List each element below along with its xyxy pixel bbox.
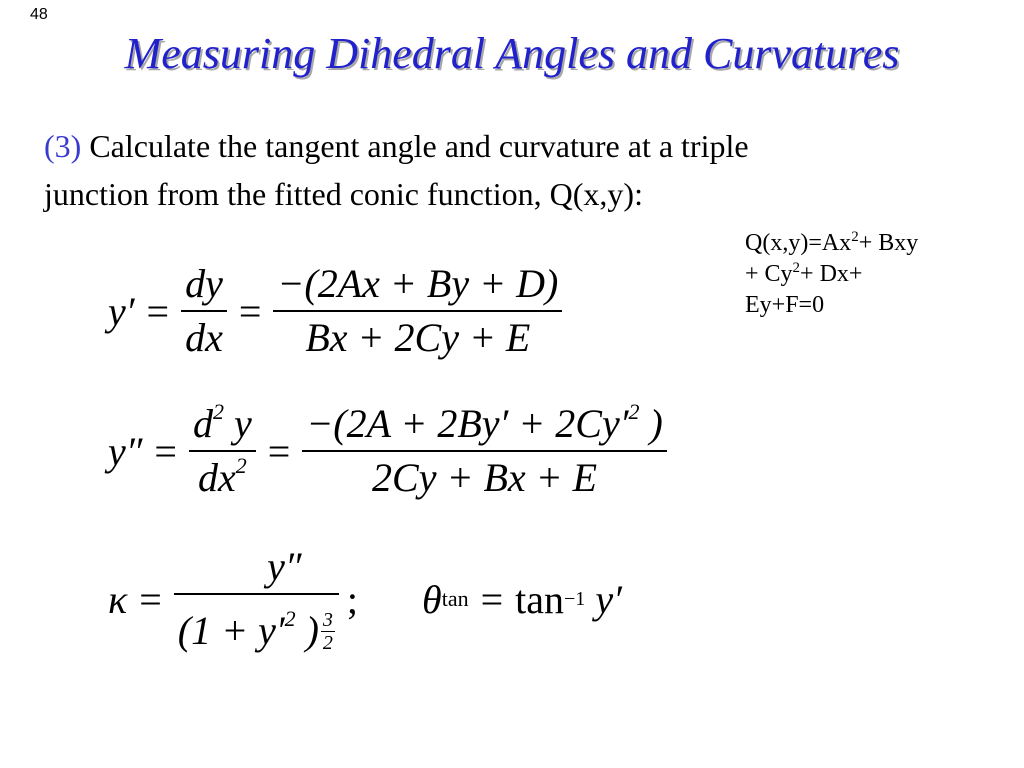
slide-number: 48 <box>30 6 48 23</box>
exponent: 2 <box>628 399 640 424</box>
exponent: 2 <box>235 453 247 478</box>
body-text <box>44 122 994 218</box>
math-text: (1 + y′ <box>177 608 285 653</box>
math-text: d <box>192 401 213 446</box>
exponent-numerator: 3 <box>322 609 333 631</box>
semicolon: ; <box>346 576 359 622</box>
math-text: −(2A + 2By′ + 2Cy′ <box>306 401 629 446</box>
exponent: 2 <box>284 606 296 631</box>
numerator: −(2Ax + By + D) <box>277 261 559 306</box>
conic-text: + Cy <box>745 261 793 287</box>
equals-sign: = <box>238 288 262 334</box>
conic-exponent: 2 <box>792 260 801 276</box>
numerator <box>189 399 256 450</box>
slide-title: Measuring Dihedral Angles and Curvatures <box>124 29 900 78</box>
math-text: dx <box>197 455 236 500</box>
equals-sign: = <box>146 288 170 334</box>
conic-equation <box>745 228 1005 321</box>
d2y-dx2-fraction <box>189 399 256 500</box>
curvature-fraction <box>174 545 339 653</box>
math-text: y <box>233 401 252 446</box>
lhs-y-prime: y′ <box>108 288 135 334</box>
theta-symbol: θ <box>422 576 442 622</box>
tan-function: tan <box>515 576 565 622</box>
numerator <box>302 399 666 450</box>
exponent-denominator: 2 <box>322 632 333 654</box>
conic-slope-fraction <box>273 262 562 360</box>
denominator: 2Cy + Bx + E <box>372 455 598 500</box>
denominator: dx <box>185 315 223 360</box>
conic-text: + Bxy <box>858 230 919 256</box>
three-halves-exponent <box>321 610 335 653</box>
exponent: 2 <box>212 399 224 424</box>
lhs-y-double-prime: y″ <box>108 428 143 474</box>
denominator: Bx + 2Cy + E <box>305 315 531 360</box>
step-label: (3) <box>44 128 82 164</box>
numerator: dy <box>185 261 223 306</box>
conic-text: + Dx+ <box>800 261 863 287</box>
math-text: ) <box>639 401 663 446</box>
second-derivative-equation <box>108 399 667 500</box>
body-line-1: Calculate the tangent angle and curvature at a triple <box>89 128 749 164</box>
conic-exponent: 2 <box>851 229 859 245</box>
math-text: ) <box>295 608 319 653</box>
equals-sign: = <box>154 428 177 474</box>
kappa-symbol: κ <box>108 576 128 622</box>
equals-sign: = <box>480 576 504 622</box>
conic-text: Q(x,y)=Ax <box>745 230 852 256</box>
denominator <box>174 595 339 653</box>
curvature-and-angle-equation: κ = y″ ($1 + y'^2$ ) $\frac{3}{2}$ ; θ tan = tan −1 y′ <box>108 544 622 654</box>
denominator <box>194 452 251 500</box>
dy-dx-fraction <box>181 262 227 360</box>
first-derivative-equation <box>108 262 562 360</box>
equals-sign: = <box>139 576 162 622</box>
equals-sign: = <box>267 428 291 474</box>
curvature-term-fraction <box>302 399 666 500</box>
body-line-2: junction from the fitted conic function, Q(x,y): <box>44 176 643 212</box>
conic-text: Ey+F=0 <box>745 292 825 318</box>
rhs-y-prime: y′ <box>595 576 622 622</box>
numerator: y″ <box>267 544 302 589</box>
